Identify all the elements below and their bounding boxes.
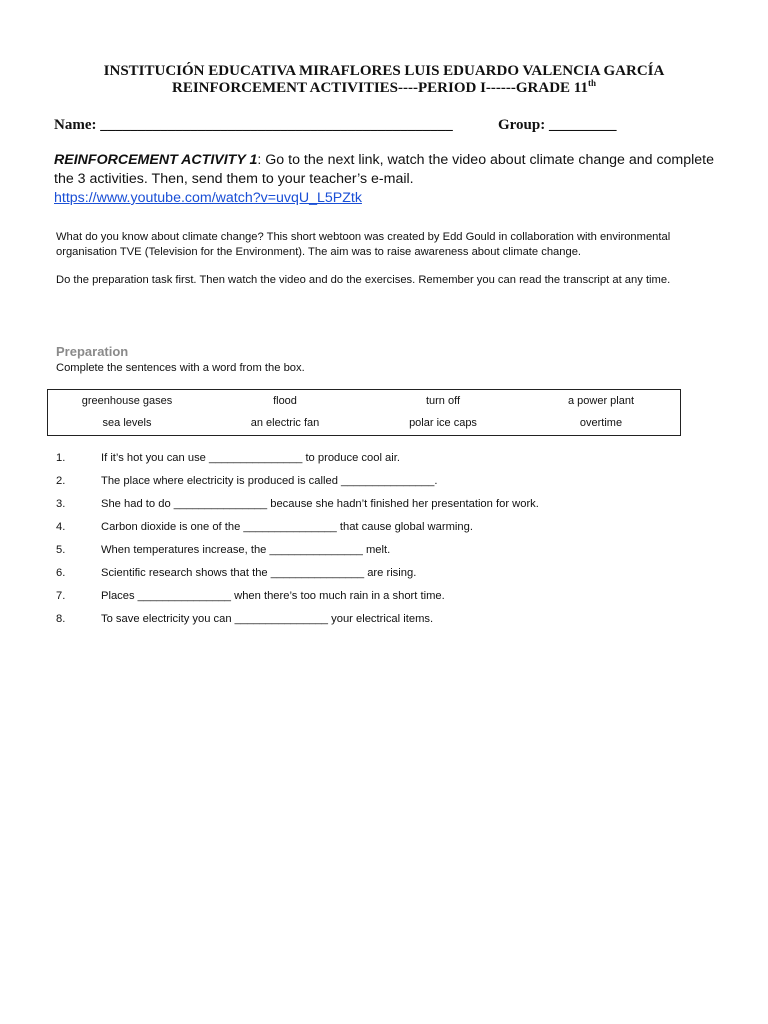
sentence-item xyxy=(56,475,676,498)
video-link[interactable]: https://www.youtube.com/watch?v=uvqU_L5PZtk xyxy=(54,190,362,206)
sentence-item xyxy=(56,521,676,544)
sentence-text: Carbon dioxide is one of the _______________ that cause global warming. xyxy=(101,521,473,533)
activity-text: : Go to the next link, watch the video about climate change and complete the 3 activities. Then, send them to your teacher’s e-mail. xyxy=(54,152,715,187)
preparation-instruction: Complete the sentences with a word from the box. xyxy=(56,362,305,374)
name-group-row xyxy=(54,117,714,134)
sentence-number: 6. xyxy=(56,567,66,579)
sentence-number: 7. xyxy=(56,590,66,602)
sentence-number: 8. xyxy=(56,613,66,625)
sentence-item xyxy=(56,452,676,475)
word-box-item: sea levels xyxy=(102,417,152,429)
intro-paragraph-1: What do you know about climate change? This short webtoon was created by Edd Gould in collaboration with environmental organisation TVE (Television for the Environment). The aim was to raise awareness about climate change. xyxy=(56,231,671,258)
word-box-item: overtime xyxy=(579,417,623,429)
word-box-item: turn off xyxy=(425,395,461,407)
sentence-number: 5. xyxy=(56,544,66,556)
document-header xyxy=(0,63,768,97)
sentence-number: 2. xyxy=(56,475,66,487)
sentence-item xyxy=(56,544,676,567)
word-box-item: a power plant xyxy=(567,395,635,407)
sentence-number: 3. xyxy=(56,498,66,510)
sentence-text: To save electricity you can _______________ your electrical items. xyxy=(101,613,434,625)
word-box-item: greenhouse gases xyxy=(81,395,173,407)
sentence-text: Scientific research shows that the _______________ are rising. xyxy=(101,567,417,579)
sentence-number: 4. xyxy=(56,521,66,533)
word-box xyxy=(47,389,681,436)
worksheet-subtitle xyxy=(0,80,768,97)
sentence-text: When temperatures increase, the _______________ melt. xyxy=(101,544,391,556)
group-field[interactable]: Group: _________ xyxy=(498,117,617,133)
subtitle-text: REINFORCEMENT ACTIVITIES----PERIOD I------GRADE 11 xyxy=(171,80,588,96)
sentence-list xyxy=(56,452,676,636)
activity-title: REINFORCEMENT ACTIVITY 1 xyxy=(54,152,258,168)
sentence-text: She had to do _______________ because she hadn’t finished her presentation for work. xyxy=(101,498,539,510)
sentence-text: Places _______________ when there’s too much rain in a short time. xyxy=(101,590,445,602)
sentence-text: If it’s hot you can use _______________ to produce cool air. xyxy=(101,452,400,464)
word-box-item: flood xyxy=(273,395,297,407)
name-field[interactable]: Name: _______________________________________________ xyxy=(54,117,453,133)
sentence-item xyxy=(56,613,676,636)
preparation-heading: Preparation xyxy=(56,344,129,359)
intro-text xyxy=(56,230,676,302)
word-box-item: an electric fan xyxy=(250,417,320,429)
school-name: INSTITUCIÓN EDUCATIVA MIRAFLORES LUIS EDUARDO VALENCIA GARCÍA xyxy=(103,63,665,79)
sentence-item xyxy=(56,567,676,590)
activity-instructions xyxy=(54,151,714,208)
sentence-number: 1. xyxy=(56,452,66,464)
intro-paragraph-2: Do the preparation task first. Then watch the video and do the exercises. Remember you can read the transcript at any time. xyxy=(56,274,671,287)
grade-superscript: th xyxy=(587,78,596,88)
sentence-item xyxy=(56,498,676,521)
sentence-item xyxy=(56,590,676,613)
sentence-text: The place where electricity is produced is called _______________. xyxy=(101,475,438,487)
word-box-item: polar ice caps xyxy=(409,417,477,429)
